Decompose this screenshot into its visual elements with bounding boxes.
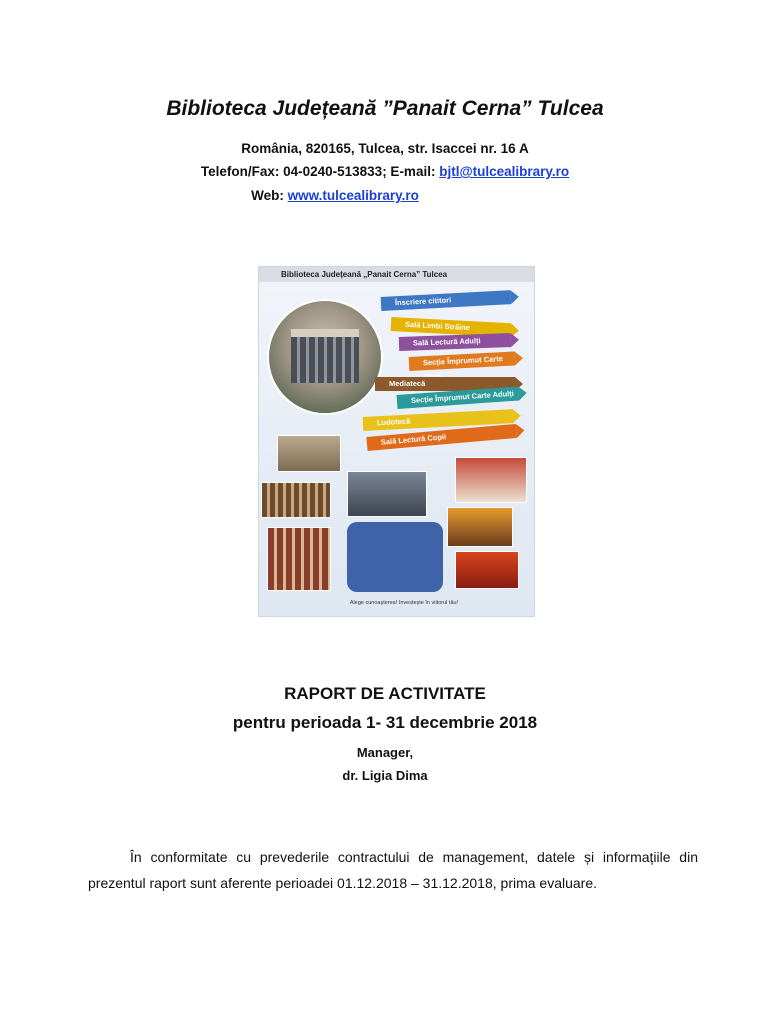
manager-label: Manager, xyxy=(356,745,414,760)
web-link[interactable]: www.tulcealibrary.ro xyxy=(287,188,419,203)
poster-photo-mediateca xyxy=(455,551,519,589)
intro-paragraph xyxy=(88,844,698,896)
poster-slogan: Alege cunoașterea! Investește în viitorul tău! xyxy=(349,600,459,606)
poster-photo-library xyxy=(267,527,331,591)
manager-name: dr. Ligia Dima xyxy=(342,768,428,783)
poster-photo-ludoteca xyxy=(447,507,513,547)
library-web xyxy=(0,188,720,203)
report-title: RAPORT DE ACTIVITATE xyxy=(284,684,486,703)
poster-ribbon: Ludotecă xyxy=(363,409,514,431)
poster-ribbon: Secție Împrumut Carte Adulți xyxy=(397,387,520,409)
library-building-photo xyxy=(267,299,383,415)
poster-ribbon: Mediatecă xyxy=(375,377,515,391)
poster-photo-hall xyxy=(277,435,341,472)
intro-text: În conformitate cu prevederile contractului de management, datele și informațiile din prezentul raport sunt aferente perioadei 01.12.2018 – 31.12.2018, prima evaluare. xyxy=(88,849,698,891)
poster-photo-reading-room xyxy=(347,471,427,517)
poster-ribbon: Secție Împrumut Carte xyxy=(409,351,516,371)
poster-ribbon: Înscriere cititori xyxy=(381,290,512,311)
poster-photo-stacks xyxy=(261,482,331,518)
poster-ribbon: Sală Lectură Adulți xyxy=(399,333,511,351)
poster-photo-children xyxy=(455,457,527,503)
email-link[interactable]: bjtl@tulcealibrary.ro xyxy=(439,164,570,179)
library-contact xyxy=(0,164,770,179)
library-title: Biblioteca Județeană ”Panait Cerna” Tulcea xyxy=(166,97,604,120)
web-label: Web: xyxy=(251,188,288,203)
poster-ribbon: Sală Limbi Străine xyxy=(391,317,512,337)
report-period: pentru perioada 1- 31 decembrie 2018 xyxy=(232,713,538,732)
library-poster xyxy=(258,266,535,617)
poster-header: Biblioteca Județeană „Panait Cerna” Tulcea xyxy=(259,267,534,282)
contact-phone: Telefon/Fax: 04-0240-513833; E-mail: xyxy=(200,164,440,179)
poster-caption-box xyxy=(347,522,443,592)
library-address: România, 820165, Tulcea, str. Isaccei nr. 16 A xyxy=(241,141,529,156)
poster-ribbon: Sală Lectură Copii xyxy=(366,424,517,451)
